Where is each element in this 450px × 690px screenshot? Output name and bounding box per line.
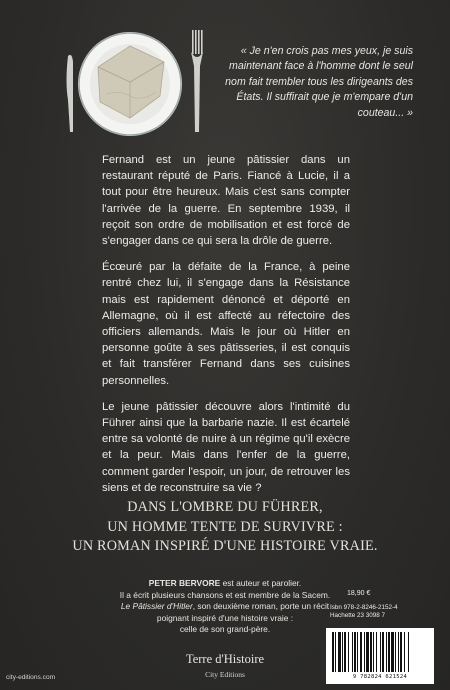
barcode-bar xyxy=(335,632,336,672)
website: city-editions.com xyxy=(6,674,56,681)
barcode-bar xyxy=(357,632,358,672)
barcode-bar xyxy=(360,632,362,672)
barcode-bar xyxy=(408,632,409,672)
barcode-bar xyxy=(395,632,396,672)
author-bio-text: celle de son grand-père. xyxy=(179,624,271,635)
tagline-line: UN ROMAN INSPIRÉ D'UNE HISTOIRE VRAIE. xyxy=(72,538,378,554)
author-bio-text: Il a écrit plusieurs chansons et est membre de la Sacem. xyxy=(119,589,331,600)
synopsis-paragraph: Fernand est un jeune pâtissier dans un restaurant réputé de Paris. Fiancé à Lucie, il a tout pour être heureux. Mais c'est sans compter l'arrivée de la guerre. En septembre 1939, il reçoit son ordre de mobilisation et est forcé de s'engager dans ce qui sera la drôle de guerre. xyxy=(102,154,350,248)
barcode-bar xyxy=(388,632,390,672)
barcode-bar xyxy=(373,632,374,672)
barcode-bar xyxy=(391,632,394,672)
author-name: PETER BERVORE xyxy=(148,578,221,588)
barcode-bar xyxy=(370,632,372,672)
synopsis-paragraph: Écœuré par la défaite de la France, à peine rentré chez lui, il s'engage dans la Résistance mais est rapidement dénoncé et déporté en Allemagne, où il est affecté au réfectoire des officiers allemands. Mais le jour où Hitler en personne goûte à ses pâtisseries, il est conquis et fait transférer Fernand dans ses cuisines personnelles. xyxy=(102,261,350,387)
author-bio xyxy=(100,578,350,636)
tagline-line: UN HOMME TENTE DE SURVIVRE : xyxy=(107,518,343,535)
barcode-bar xyxy=(398,632,399,672)
tagline-line: DANS L'OMBRE DU FÜHRER, xyxy=(127,499,323,515)
barcode xyxy=(326,628,434,684)
barcode-bar xyxy=(332,632,334,672)
barcode-bar xyxy=(348,632,349,672)
author-bio-text: poignant inspiré d'une histoire vraie : xyxy=(156,612,294,623)
barcode-bar xyxy=(352,632,353,672)
isbn: Isbn 978-2-8246-2152-4 xyxy=(330,604,398,611)
author-bio-text: est auteur et parolier. xyxy=(220,578,302,588)
barcode-bar xyxy=(354,632,356,672)
series-logo: Terre d'Histoire xyxy=(185,652,265,666)
barcode-number: 9 782824 621524 xyxy=(352,674,408,680)
barcode-bar xyxy=(382,632,384,672)
barcode-bar xyxy=(342,632,343,672)
plate-illustration xyxy=(60,22,210,142)
barcode-bar xyxy=(404,632,405,672)
barcode-bar xyxy=(386,632,387,672)
barcode-bar xyxy=(366,632,369,672)
knife-icon xyxy=(67,55,74,132)
barcode-bar xyxy=(364,632,365,672)
barcode-bar xyxy=(376,632,377,672)
barcode-bar xyxy=(400,632,402,672)
hachette-code: Hachette 23 3098 7 xyxy=(330,612,385,620)
barcode-bar xyxy=(344,632,346,672)
publisher-name: City Editions xyxy=(205,670,245,679)
synopsis-paragraph: Le jeune pâtissier découvre alors l'intimité du Führer ainsi que la barbarie nazie. Il est écartelé entre sa volonté de nuire à un régime qu'il exècre et la peur. Mais dans l'enfer de la guerre, comment garder l'espoir, un jour, de retrouver les siens et de reconstruire sa vie ? xyxy=(102,400,350,494)
barcode-bar xyxy=(338,632,341,672)
pull-quote: « Je n'en crois pas mes yeux, je suis maintenant face à l'homme dont le seul nom fait trembler tous les dirigeants des États. Il suffirait que je m'empare d'un couteau... » xyxy=(225,45,413,119)
isbn-block xyxy=(330,604,398,620)
barcode-bars xyxy=(330,632,430,672)
barcode-bar xyxy=(380,632,381,672)
price: 18,90 € xyxy=(347,590,371,597)
author-bio-text: , son deuxième roman, porte un récit xyxy=(192,601,330,612)
fork-icon xyxy=(191,30,203,132)
tagline xyxy=(60,498,390,557)
book-title: Le Pâtissier d'Hitler xyxy=(120,601,193,612)
synopsis xyxy=(102,152,350,506)
